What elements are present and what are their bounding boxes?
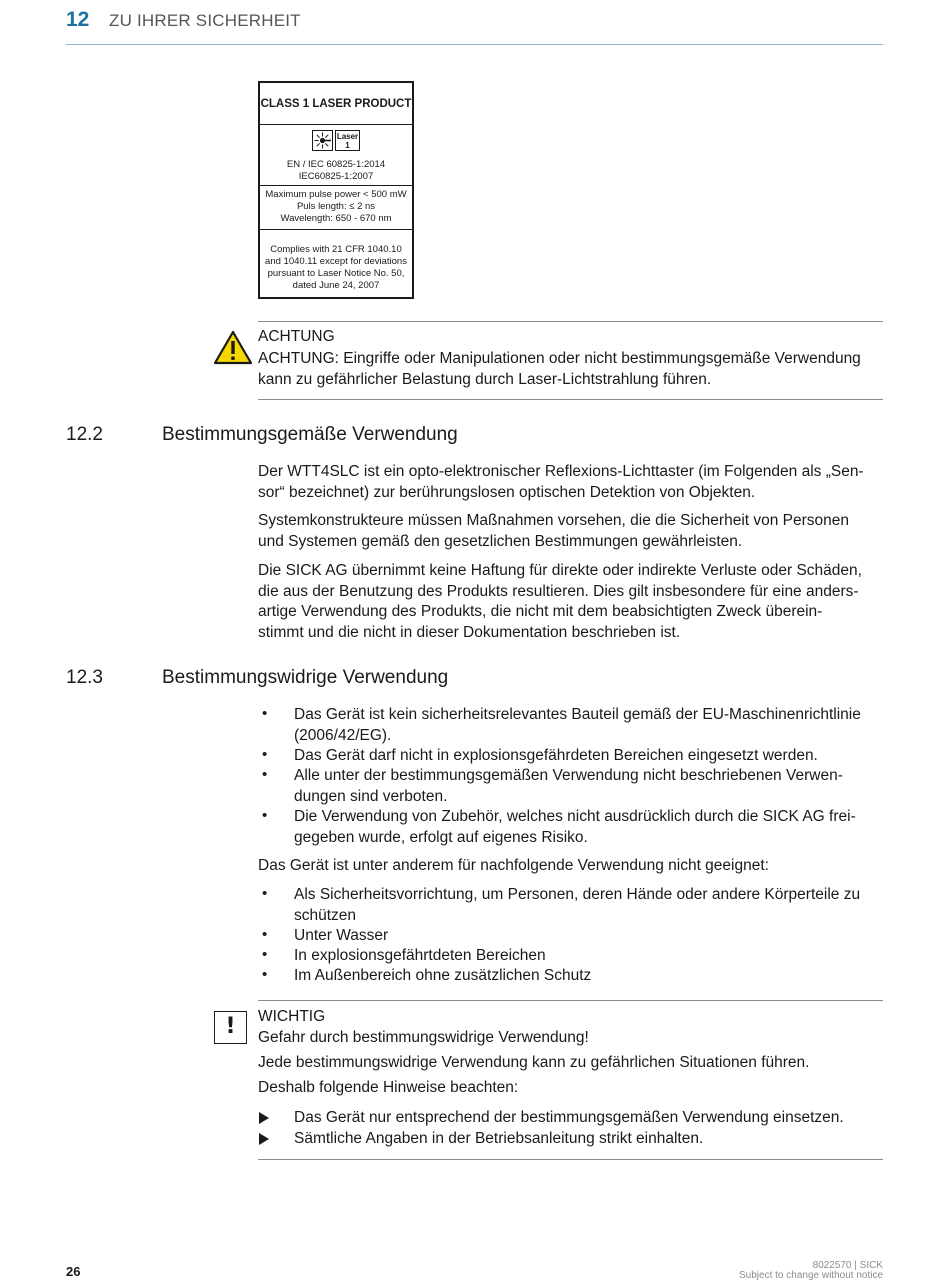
caution-heading: ACHTUNG	[258, 328, 335, 345]
section-number: 12.2	[66, 424, 103, 445]
section-title: Bestimmungsgemäße Verwendung	[162, 424, 458, 445]
list-item: Die Verwendung von Zubehör, welches nicht ausdrücklich durch die SICK AG frei- gegeben wurde, erfolgt auf eigenes Risiko.	[294, 808, 856, 846]
document-number: 8022570 | SICK	[812, 1260, 883, 1271]
page-header	[66, 8, 883, 45]
bullet-icon: •	[262, 766, 268, 783]
bullet-icon: •	[262, 946, 268, 963]
section-number: 12.3	[66, 667, 103, 688]
important-text: Jede bestimmungswidrige Verwendung kann zu gefährlichen Situationen führen.	[258, 1054, 810, 1071]
list-item: Als Sicherheitsvorrichtung, um Personen, deren Hände oder andere Körperteile zu schützen	[294, 886, 861, 924]
bullet-icon: •	[262, 885, 268, 902]
caution-top-rule	[258, 321, 883, 322]
paragraph: Das Gerät ist unter anderem für nachfolgende Verwendung nicht geeignet:	[258, 857, 769, 874]
arrow-right-icon	[259, 1112, 269, 1124]
paragraph: Der WTT4SLC ist ein opto-elektronischer Reflexions-Lichttaster (im Folgenden als „Sen- sor“ bezeichnet) zur berührungslosen optischen Detektion von Objekten.	[258, 463, 864, 501]
bullet-icon: •	[262, 807, 268, 824]
laser-label-specs: Maximum pulse power < 500 mW Puls length: ≤ 2 ns Wavelength: 650 - 670 nm	[260, 186, 412, 230]
change-notice: Subject to change without notice	[739, 1270, 883, 1281]
list-item: Im Außenbereich ohne zusätzlichen Schutz	[294, 967, 592, 984]
exclamation-icon: !	[214, 1011, 247, 1044]
paragraph: Die SICK AG übernimmt keine Haftung für direkte oder indirekte Verluste oder Schäden, die aus der Benutzung des Produkts resultieren. Dies gilt insbesondere für eine anders- artige Verwendung des Produkts, die nicht mit dem beabsichtigten Zweck überein- stimmt und die nicht in dieser Dokumentation beschrieben ist.	[258, 562, 862, 641]
laser-product-label	[258, 81, 414, 299]
list-item: Das Gerät darf nicht in explosionsgefährdeten Bereichen eingesetzt werden.	[294, 747, 818, 764]
list-item: In explosionsgefährtdeten Bereichen	[294, 947, 546, 964]
laser-label-cfr-notice: Complies with 21 CFR 1040.10 and 1040.11 except for deviations pursuant to Laser Notice No. 50, dated June 24, 2007	[265, 244, 407, 291]
bullet-icon: •	[262, 926, 268, 943]
laser-label-title: CLASS 1 LASER PRODUCT	[260, 83, 412, 125]
warning-triangle-icon	[213, 330, 253, 365]
bullet-icon: •	[262, 966, 268, 983]
list-item: Alle unter der bestimmungsgemäßen Verwendung nicht beschriebenen Verwen- dungen sind verboten.	[294, 767, 843, 805]
paragraph: Systemkonstrukteure müssen Maßnahmen vorsehen, die die Sicherheit von Personen und Systemen gemäß den gesetzlichen Bestimmungen gewährleisten.	[258, 512, 850, 550]
document-reference	[739, 1261, 883, 1281]
laser-radiation-icon	[312, 130, 333, 151]
bullet-icon: •	[262, 705, 268, 722]
important-text: Deshalb folgende Hinweise beachten:	[258, 1079, 519, 1096]
important-subheading: Gefahr durch bestimmungswidrige Verwendung!	[258, 1029, 589, 1046]
important-heading: WICHTIG	[258, 1008, 326, 1025]
laser-label-icons	[260, 130, 412, 154]
list-item: Das Gerät ist kein sicherheitsrelevantes Bauteil gemäß der EU-Maschinenrichtlinie (2006/42/EG).	[294, 706, 861, 744]
list-item: Unter Wasser	[294, 927, 389, 944]
important-top-rule	[258, 1000, 883, 1001]
laser-class-1-icon: Laser 1	[336, 132, 359, 150]
important-bottom-rule	[258, 1159, 883, 1160]
laser-label-standards: EN / IEC 60825-1:2014 IEC60825-1:2007	[286, 159, 386, 182]
instruction-step: Sämtliche Angaben in der Betriebsanleitung strikt einhalten.	[294, 1130, 704, 1147]
chapter-title: ZU IHRER SICHERHEIT	[109, 11, 301, 30]
bullet-icon: •	[262, 746, 268, 763]
page-number: 26	[66, 1264, 81, 1279]
arrow-right-icon	[259, 1133, 269, 1145]
caution-bottom-rule	[258, 399, 883, 400]
laser-label-standards-section	[260, 125, 412, 186]
instruction-step: Das Gerät nur entsprechend der bestimmungsgemäßen Verwendung einsetzen.	[294, 1109, 844, 1126]
caution-text: ACHTUNG: Eingriffe oder Manipulationen oder nicht bestimmungsgemäße Verwendung kann zu gefährlicher Belastung durch Laser-Lichtstrahlung führen.	[258, 350, 861, 388]
chapter-number: 12	[66, 8, 90, 31]
section-title: Bestimmungswidrige Verwendung	[162, 667, 449, 688]
